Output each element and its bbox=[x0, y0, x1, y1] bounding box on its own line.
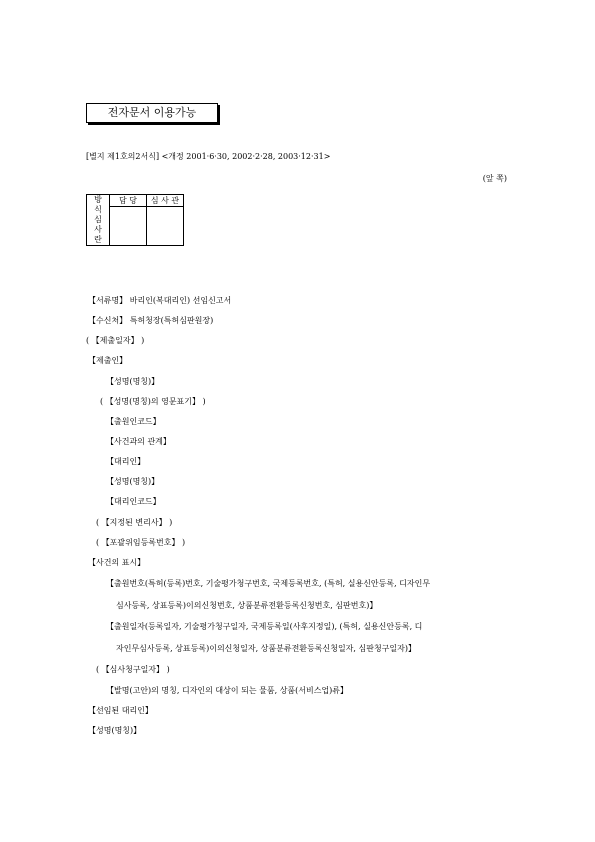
approval-examiner-sign-cell bbox=[147, 207, 184, 246]
appointed-agent-name-line: 【성명(명칭)】 bbox=[88, 726, 142, 735]
designated-patent-attorney-line: ( 【지정된 변리사】 ) bbox=[96, 518, 173, 527]
approval-side-char: 방 bbox=[94, 195, 102, 204]
approval-box bbox=[86, 194, 184, 246]
approval-col-examiner: 심 사 관 bbox=[147, 195, 184, 207]
submitter-name-line: 【성명(명칭)】 bbox=[106, 377, 160, 386]
agent-name-line: 【성명(명칭)】 bbox=[106, 477, 160, 486]
application-number-line: 【출원번호(특허(등록)번호, 기술평가청구번호, 국제등록번호, (특허, 실용신안등록, 디자인무 bbox=[106, 579, 431, 588]
case-indication-line: 【사건의 표시】 bbox=[88, 558, 146, 567]
agent-code-line: 【대리인코드】 bbox=[106, 497, 161, 506]
relation-line: 【사건과의 관계】 bbox=[106, 437, 171, 446]
appointed-agent-line: 【선임된 대리인】 bbox=[88, 706, 153, 715]
approval-side-char: 란 bbox=[94, 235, 102, 244]
applicant-code-line: 【출원인코드】 bbox=[106, 417, 161, 426]
application-date-line: 【출원일자(등록일자, 기술평가청구일자, 국제등록일(사후지정일), (특허, 실용신안등록, 디 bbox=[106, 622, 423, 631]
submitter-line: 【제출인】 bbox=[88, 356, 128, 365]
form-number: [별지 제1호의2서식] <개정 2001·6·30, 2002·2·28, 2003·12·31> bbox=[86, 152, 331, 161]
approval-side-char: 식 bbox=[94, 205, 102, 214]
front-side-label: (앞 쪽) bbox=[482, 174, 507, 183]
approval-side-char: 사 bbox=[94, 225, 102, 234]
examination-request-date-line: ( 【심사청구일자】 ) bbox=[96, 665, 170, 674]
submission-date-line: ( 【제출일자】 ) bbox=[86, 336, 145, 345]
document-name-line: 【서류명】 바리인(복대리인) 선임신고서 bbox=[88, 296, 232, 305]
approval-side-label bbox=[87, 195, 110, 246]
application-number-line-cont: 심사등록, 상표등록)이의신청번호, 상품분류전환등록신청번호, 심판번호)】 bbox=[116, 601, 378, 610]
general-power-number-line: ( 【포괄위임등록번호】 ) bbox=[96, 538, 186, 547]
agent-line: 【대리인】 bbox=[106, 457, 146, 466]
recipient-line: 【수신처】 특허청장(특허심판원장) bbox=[88, 316, 214, 325]
invention-title-line: 【발명(고안)의 명칭, 디자인의 대상이 되는 물품, 상품(서비스업)류】 bbox=[106, 686, 349, 695]
approval-side-char: 심 bbox=[94, 215, 102, 224]
approval-col-clerk: 담 당 bbox=[110, 195, 147, 207]
submitter-english-name-line: ( 【성명(명칭)의 영문표기】 ) bbox=[100, 397, 206, 406]
electronic-document-badge: 전자문서 이용가능 bbox=[86, 103, 218, 123]
approval-clerk-sign-cell bbox=[110, 207, 147, 246]
application-date-line-cont: 자인무심사등록, 상표등록)이의신청일자, 상품분류전환등록신청일자, 심판청구일자)】 bbox=[116, 644, 416, 653]
